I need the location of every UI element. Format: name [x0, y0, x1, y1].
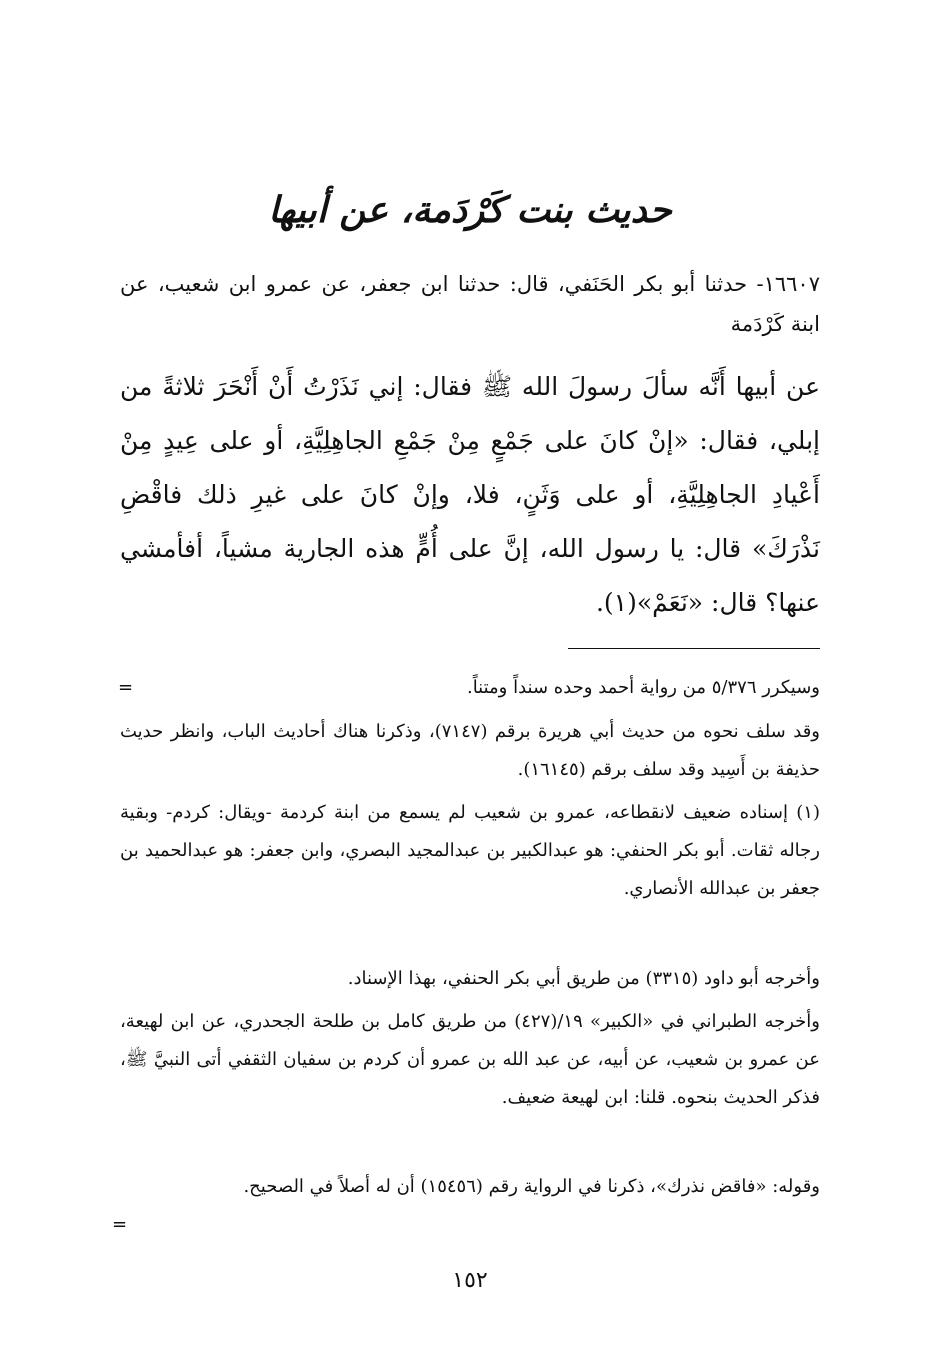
- footnote-paragraph: وأخرجه أبو داود (٣٣١٥) من طريق أبي بكر الحنفي، بهذا الإسناد.: [347, 968, 820, 989]
- hadith-chapter-title: حديث بنت كَرْدَمة، عن أبيها: [268, 189, 672, 231]
- isnad-paragraph: ١٦٦٠٧- حدثنا أبو بكر الحَنَفي، قال: حدثنا ابن جعفر، عن عمرو ابن شعيب، عن ابنة كَرْدَمة: [120, 272, 820, 336]
- footnote-separator: [568, 648, 820, 649]
- footnote-paragraph: وأخرجه الطبراني في «الكبير» ١٩/(٤٢٧) من طريق كامل بن طلحة الجحدري، عن ابن لهيعة، عن عمرو بن شعيب، عن أبيه، عن عبد الله بن عمرو أن كردم بن سفيان الثقفي أتى النبيَّ ﷺ، فذكر الحديث بنحوه. قلنا: ابن لهيعة ضعيف.: [120, 1011, 820, 1108]
- footnote-line: وقد سلف نحوه من حديث أبي هريرة برقم (٧١٤٧)، وذكرنا هناك أحاديث الباب، وانظر حديث حذيفة بن أَسِيد وقد سلف برقم (١٦١٤٥).: [120, 721, 820, 780]
- continuation-mark-bottom: =: [112, 1214, 128, 1235]
- footnote-1: (١) إسناده ضعيف لانقطاعه، عمرو بن شعيب لم يسمع من ابنة كردمة -ويقال: كردم- وبقية رجاله ثقات. أبو بكر الحنفي: هو عبدالكبير بن عبدالمجيد البصري، وابن جعفر: هو عبدالحميد بن جعفر بن عبدالله الأنصاري.: [120, 802, 820, 899]
- hadith-text: عن أبيها أَنَّه سألَ رسولَ الله ﷺ فقال: إني نَذَرْتُ أَنْ أَنْحَرَ ثلاثةً من إبلي، فقال: «إنْ كانَ على جَمْعٍ مِنْ جَمْعِ الجاهِلِيَّةِ، أو على عِيدٍ مِنْ أَعْيادِ الجاهِلِيَّةِ، أو على وَثَنٍ، فلا، وإنْ كانَ على غيرِ ذلك فاقْضِ نَذْرَكَ» قال: يا رسول الله، إنَّ على أُمٍّ هذه الجارية مشياً، أفأمشي عنها؟ قال: «نَعَمْ»(١).: [120, 372, 820, 617]
- footnote-line: وسيكرر ٥/٣٧٦ من رواية أحمد وحده سنداً ومتناً.: [466, 677, 820, 698]
- footnote-paragraph: وقوله: «فاقض نذرك»، ذكرنا في الرواية رقم (١٥٤٥٦) أن له أصلاً في الصحيح.: [243, 1176, 820, 1197]
- continuation-mark-top: =: [118, 677, 134, 698]
- page-number: ١٥٢: [452, 1268, 488, 1293]
